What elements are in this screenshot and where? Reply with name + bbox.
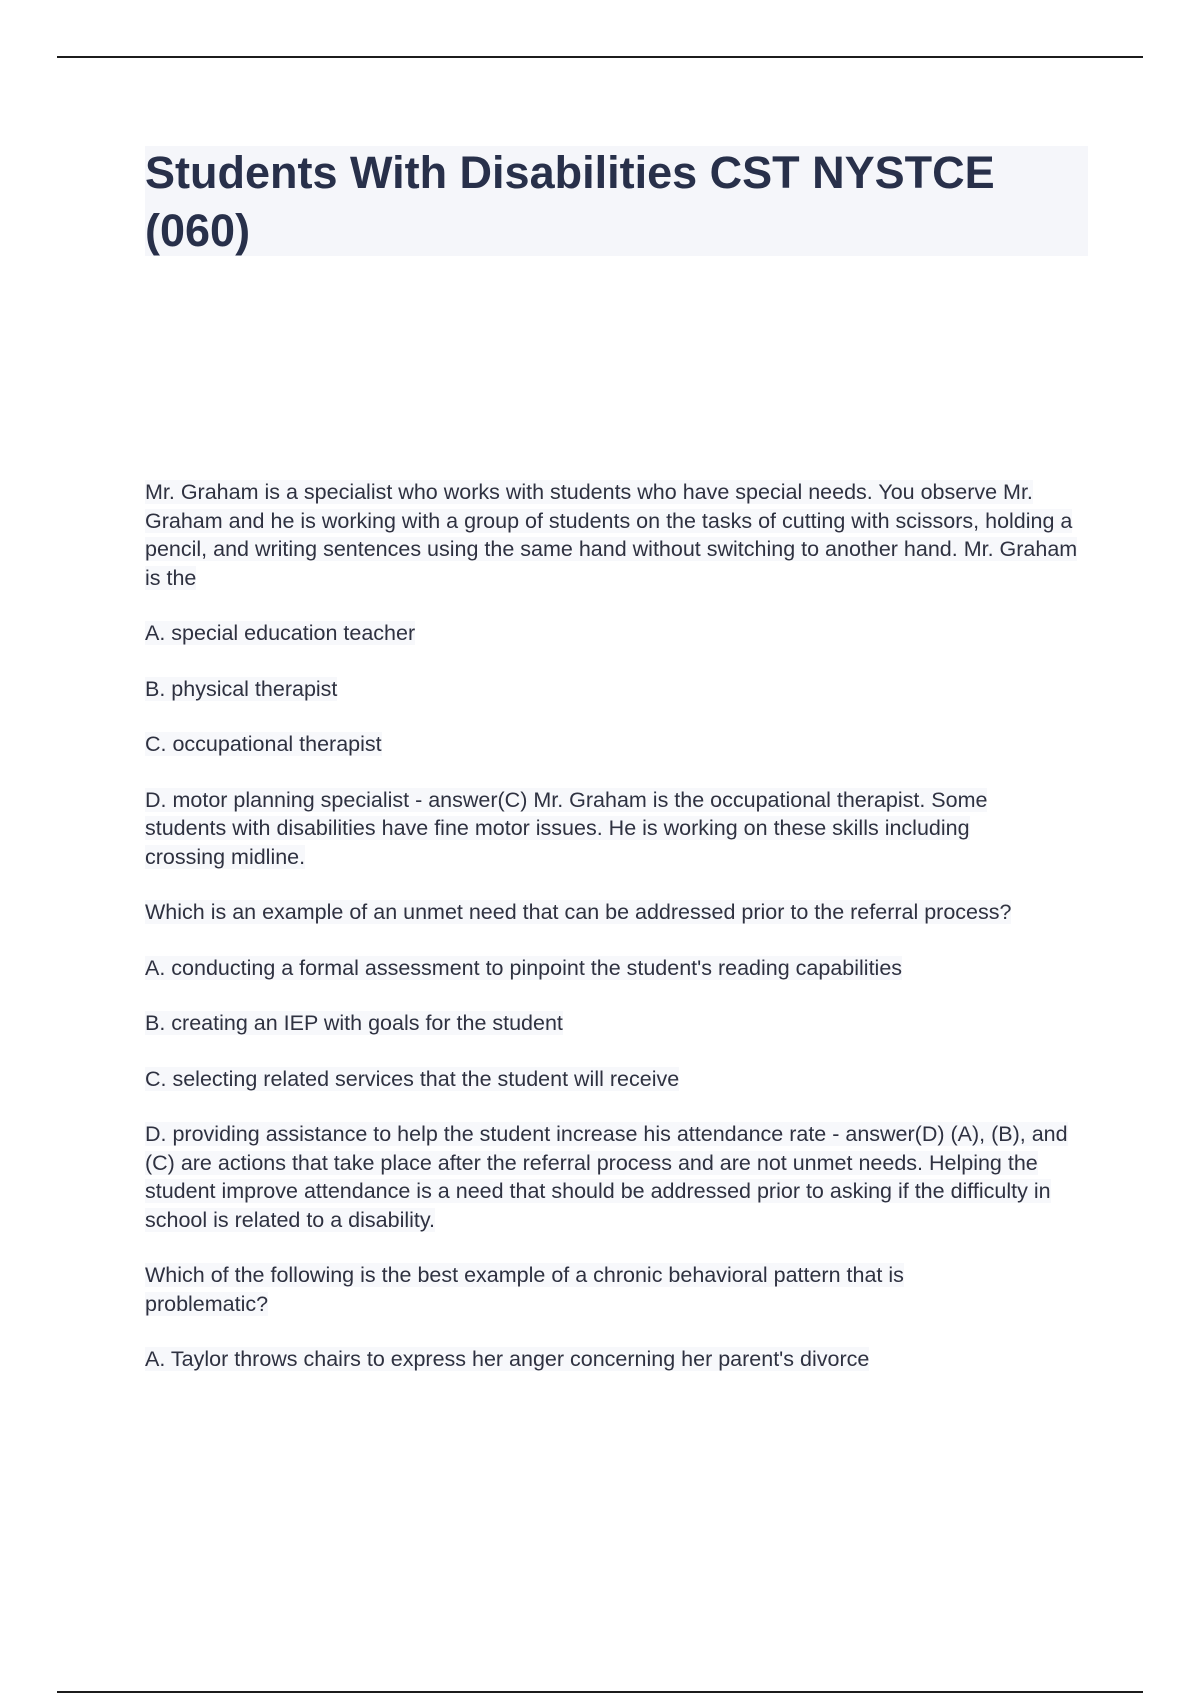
question-2-stem xyxy=(145,898,1025,927)
question-1-option-c xyxy=(145,730,1085,759)
paragraph-text: Which is an example of an unmet need that can be addressed prior to the referral process? xyxy=(145,900,1012,924)
paragraph-text: C. occupational therapist xyxy=(145,732,382,756)
footer-rule xyxy=(57,1691,1143,1693)
title-block xyxy=(145,146,1088,256)
header-rule xyxy=(57,56,1143,58)
paragraph-text: D. providing assistance to help the student increase his attendance rate - answer(D) (A), (B), and (C) are actions that take place after the referral process and are not unmet needs. Helping the student improve attendance is a need that should be addressed prior to asking if the difficulty in school is related to a disability. xyxy=(145,1122,1068,1232)
paragraph-text: B. physical therapist xyxy=(145,676,338,701)
question-3-option-a xyxy=(145,1345,1085,1374)
paragraph-text: C. selecting related services that the student will receive xyxy=(145,1066,680,1091)
paragraph-text: A. conducting a formal assessment to pinpoint the student's reading capabilities xyxy=(145,955,903,980)
question-1-option-d-answer xyxy=(145,786,1045,872)
question-2-option-d-answer xyxy=(145,1120,1085,1234)
document-body xyxy=(145,478,1085,1401)
paragraph-text: D. motor planning specialist - answer(C) Mr. Graham is the occupational therapist. Some students with disabilities have fine motor issues. He is working on these skills including crossing midline. xyxy=(145,787,988,869)
paragraph-text: A. special education teacher xyxy=(145,621,416,645)
page-title: Students With Disabilities CST NYSTCE (060) xyxy=(145,147,995,256)
question-1-option-b xyxy=(145,675,1085,704)
paragraph-text: A. Taylor throws chairs to express her anger concerning her parent's divorce xyxy=(145,1347,870,1371)
question-3-stem xyxy=(145,1261,1025,1318)
question-2-option-a xyxy=(145,954,1085,983)
question-2-option-b xyxy=(145,1009,1085,1038)
question-1-stem xyxy=(145,478,1085,592)
paragraph-text: Which of the following is the best example of a chronic behavioral pattern that is problematic? xyxy=(145,1263,904,1316)
paragraph-text: B. creating an IEP with goals for the student xyxy=(145,1011,563,1035)
question-1-option-a xyxy=(145,619,1085,648)
question-2-option-c xyxy=(145,1065,1085,1094)
paragraph-text: Mr. Graham is a specialist who works with students who have special needs. You observe Mr. Graham and he is working with a group of students on the tasks of cutting with scissors, holding a pencil, and writing sentences using the same hand without switching to another hand. Mr. Graham is the xyxy=(145,480,1078,590)
